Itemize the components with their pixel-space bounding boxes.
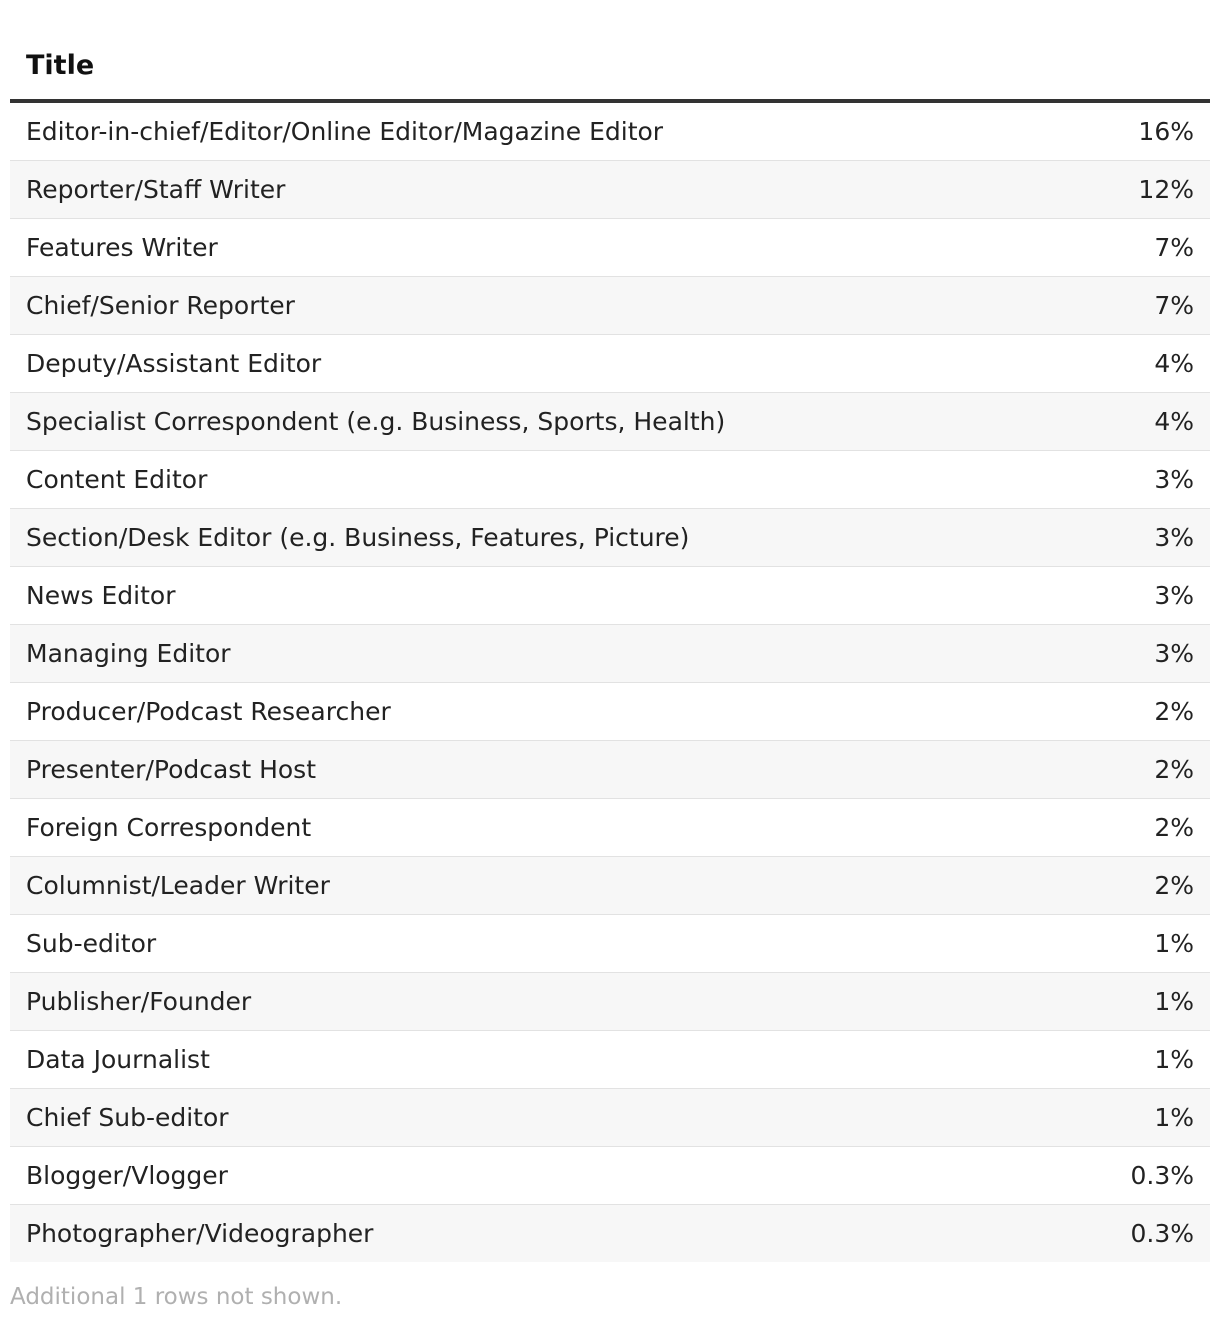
column-header-title-label: Title	[26, 50, 95, 81]
cell-value: 1%	[1010, 915, 1210, 973]
cell-value: 4%	[1010, 393, 1210, 451]
cell-value: 1%	[1010, 1089, 1210, 1147]
column-header-title[interactable]	[10, 0, 1010, 101]
table-row	[10, 1031, 1210, 1089]
table-row	[10, 915, 1210, 973]
table-row	[10, 509, 1210, 567]
cell-value: 7%	[1010, 219, 1210, 277]
cell-value: 7%	[1010, 277, 1210, 335]
cell-title: Editor-in-chief/Editor/Online Editor/Magazine Editor	[10, 101, 1010, 161]
table-row	[10, 1147, 1210, 1205]
data-table	[10, 0, 1210, 1262]
cell-title: Chief/Senior Reporter	[10, 277, 1010, 335]
cell-value: 3%	[1010, 567, 1210, 625]
cell-value: 3%	[1010, 509, 1210, 567]
cell-title: Producer/Podcast Researcher	[10, 683, 1010, 741]
cell-title: Blogger/Vlogger	[10, 1147, 1010, 1205]
table-row	[10, 1205, 1210, 1263]
cell-title: Reporter/Staff Writer	[10, 161, 1010, 219]
table-row	[10, 393, 1210, 451]
cell-title: Specialist Correspondent (e.g. Business, Sports, Health)	[10, 393, 1010, 451]
cell-title: Deputy/Assistant Editor	[10, 335, 1010, 393]
table-row	[10, 277, 1210, 335]
cell-value: 3%	[1010, 625, 1210, 683]
cell-value: 2%	[1010, 857, 1210, 915]
header-row	[10, 0, 1210, 101]
cell-value: 2%	[1010, 683, 1210, 741]
cell-value: 3%	[1010, 451, 1210, 509]
cell-value: 0.3%	[1010, 1147, 1210, 1205]
cell-title: News Editor	[10, 567, 1010, 625]
table-row	[10, 335, 1210, 393]
cell-value: 12%	[1010, 161, 1210, 219]
cell-title: Chief Sub-editor	[10, 1089, 1010, 1147]
table-row	[10, 683, 1210, 741]
cell-value: 1%	[1010, 973, 1210, 1031]
cell-title: Presenter/Podcast Host	[10, 741, 1010, 799]
cell-title: Features Writer	[10, 219, 1010, 277]
cell-value: 16%	[1010, 101, 1210, 161]
cell-value: 1%	[1010, 1031, 1210, 1089]
table-container	[10, 0, 1210, 1310]
cell-value: 0.3%	[1010, 1205, 1210, 1263]
cell-title: Columnist/Leader Writer	[10, 857, 1010, 915]
table-row	[10, 567, 1210, 625]
column-header-value[interactable]	[1010, 0, 1210, 101]
rows-not-shown-note: Additional 1 rows not shown.	[10, 1284, 343, 1310]
cell-title: Sub-editor	[10, 915, 1010, 973]
table-row	[10, 1089, 1210, 1147]
table-row	[10, 799, 1210, 857]
table-row	[10, 741, 1210, 799]
cell-value: 2%	[1010, 741, 1210, 799]
cell-title: Managing Editor	[10, 625, 1010, 683]
table-row	[10, 451, 1210, 509]
table-row	[10, 219, 1210, 277]
table-row	[10, 161, 1210, 219]
cell-title: Data Journalist	[10, 1031, 1010, 1089]
cell-value: 2%	[1010, 799, 1210, 857]
table-row	[10, 625, 1210, 683]
cell-value: 4%	[1010, 335, 1210, 393]
cell-title: Foreign Correspondent	[10, 799, 1010, 857]
table-row	[10, 857, 1210, 915]
table-body	[10, 101, 1210, 1262]
table-row	[10, 101, 1210, 161]
cell-title: Section/Desk Editor (e.g. Business, Features, Picture)	[10, 509, 1010, 567]
cell-title: Publisher/Founder	[10, 973, 1010, 1031]
cell-title: Content Editor	[10, 451, 1010, 509]
table-row	[10, 973, 1210, 1031]
column-header-value-label	[1026, 81, 1194, 99]
table-header	[10, 0, 1210, 101]
cell-title: Photographer/Videographer	[10, 1205, 1010, 1263]
